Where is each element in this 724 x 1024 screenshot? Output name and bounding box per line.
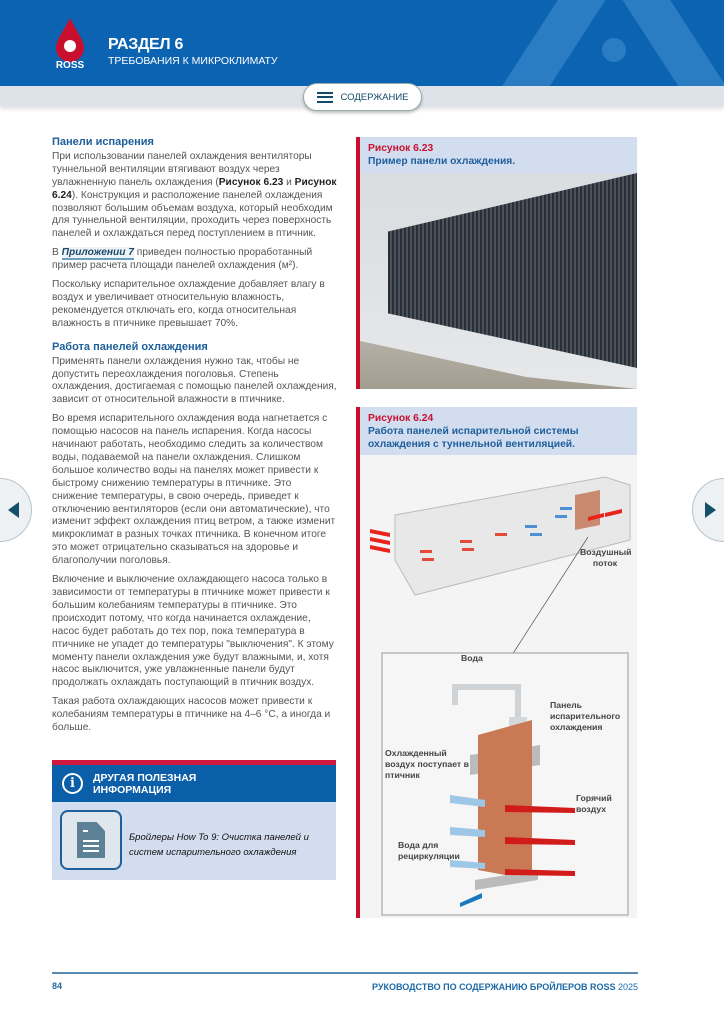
figure-title: Пример панели охлаждения. (368, 156, 516, 167)
next-page-button[interactable] (692, 478, 724, 542)
contents-label: СОДЕРЖАНИЕ (340, 91, 409, 103)
info-title: ДРУГАЯ ПОЛЕЗНАЯ ИНФОРМАЦИЯ (93, 771, 197, 796)
document-icon (77, 822, 105, 858)
watermark-logo (484, 0, 724, 86)
appendix-7-link[interactable]: Приложении 7 (61, 247, 134, 259)
menu-icon (317, 92, 333, 103)
figure-number: Рисунок 6.23 (368, 143, 434, 154)
chevron-right-icon (705, 502, 716, 518)
chevron-left-icon (8, 502, 19, 518)
section-title: РАЗДЕЛ 6 (108, 36, 184, 53)
previous-page-button[interactable] (0, 478, 32, 542)
paragraph: Включение и выключение охлаждающего насоса только в зависимости от температуры в птичнике может привести к большим колебаниям температуры в птичнике. Это происходит потому, что когда начинается охлаждение, насос будет работать до тех пор, пока температура в птичнике не упадет до температуры "выключения". К этому моменту панели охлаждения уже будут влажными, и, хотя насос выключится, уже увлажненные панели будут продолжать охлаждать поступающий в птичник воздух. (52, 574, 334, 689)
svg-text:ROSS: ROSS (55, 60, 85, 71)
label-airflow: Воздушный поток (580, 547, 632, 568)
main-text (52, 136, 338, 741)
page-header (0, 0, 724, 86)
heading-panel-operation: Работа панелей охлаждения (52, 340, 208, 353)
figure-6-23 (356, 137, 637, 389)
paragraph: При использовании панелей охлаждения вентиляторы туннельной вентиляции втягивают воздух через увлажненную панель охлаждения (Рисунок 6.23 и Рисунок 6.24). Конструкция и расположение панелей охлаждения позволяют большим объемам воздуха, который необходим для туннельной вентиляции, проходить через поверхность панелей и охлаждаться перед поступлением в птичник. (52, 150, 337, 240)
paragraph: В Приложении 7 приведен полностью проработанный пример расчета площади панелей охлаждения (м²). (52, 247, 313, 272)
figure-ref: Рисунок 6.23 (218, 176, 284, 188)
document-button[interactable] (60, 810, 122, 870)
useful-info-box (52, 760, 336, 880)
tunnel-ventilation-diagram (360, 455, 637, 918)
paragraph: Поскольку испарительное охлаждение добавляет влагу в воздух и увеличивает относительную влажность, рекомендуется отключать его, когда относительная влажность в птичнике превышает 70%. (52, 279, 325, 329)
contents-button[interactable] (303, 83, 422, 111)
figure-6-24 (356, 407, 637, 918)
info-icon: i (62, 773, 83, 794)
cooling-panel-photo (360, 173, 637, 389)
label-water: Вода (461, 653, 483, 663)
footer-divider (52, 972, 638, 974)
label-cooled-air: Охлажденный воздух поступает в птичник (385, 748, 469, 780)
page-number: 84 (52, 981, 63, 991)
footer-year: 2025 (617, 982, 638, 992)
footer-title: РУКОВОДСТВО ПО СОДЕРЖАНИЮ БРОЙЛЕРОВ ROSS 2025 (372, 982, 638, 992)
figure-number: Рисунок 6.24 (368, 413, 434, 424)
label-recirculation: Вода для рециркуляции (398, 840, 460, 861)
figure-title: Работа панелей испарительной системы охлаждения с туннельной вентиляцией. (368, 426, 579, 450)
heading-evaporative-panels: Панели испарения (52, 136, 154, 148)
label-hot-air: Горячий воздух (576, 793, 612, 814)
how-to-link[interactable]: Бройлеры How To 9: Очистка панелей и систем испарительного охлаждения (129, 832, 309, 858)
section-subtitle: ТРЕБОВАНИЯ К МИКРОКЛИМАТУ (108, 55, 278, 67)
paragraph: Во время испарительного охлаждения вода нагнетается с помощью насосов на панель испарения. Когда насосы начинают работать, необходимо следить за количеством воды, подаваемой на панели охлаждения. Слишком большое количество воды на панелях может привести к быстрому снижению температуры в птичнике. Это снижение температуры, в свою очередь, приведет к отключению вентиляторов (если они автоматические), что изменит эффект охлаждения птиц ветром, а также изменит микроклимат в разных точках птичника. В конечном итоге это может отрицательно сказываться на здоровье и благополучии поголовья. (52, 413, 336, 567)
paragraph: Применять панели охлаждения нужно так, чтобы не допустить переохлаждения поголовья. Степень охлаждения, достигаемая с помощью панелей охлаждения, зависит от относительной влажности в птичнике. (52, 355, 337, 406)
label-panel: Панель испарительного охлаждения (550, 700, 621, 732)
paragraph: Такая работа охлаждающих насосов может привести к колебаниям температуры в птичнике на 4–6 °C, а иногда и больше. (52, 696, 331, 734)
ross-logo (50, 16, 90, 74)
figure-ref: Рисунок 6.24 (52, 176, 337, 201)
